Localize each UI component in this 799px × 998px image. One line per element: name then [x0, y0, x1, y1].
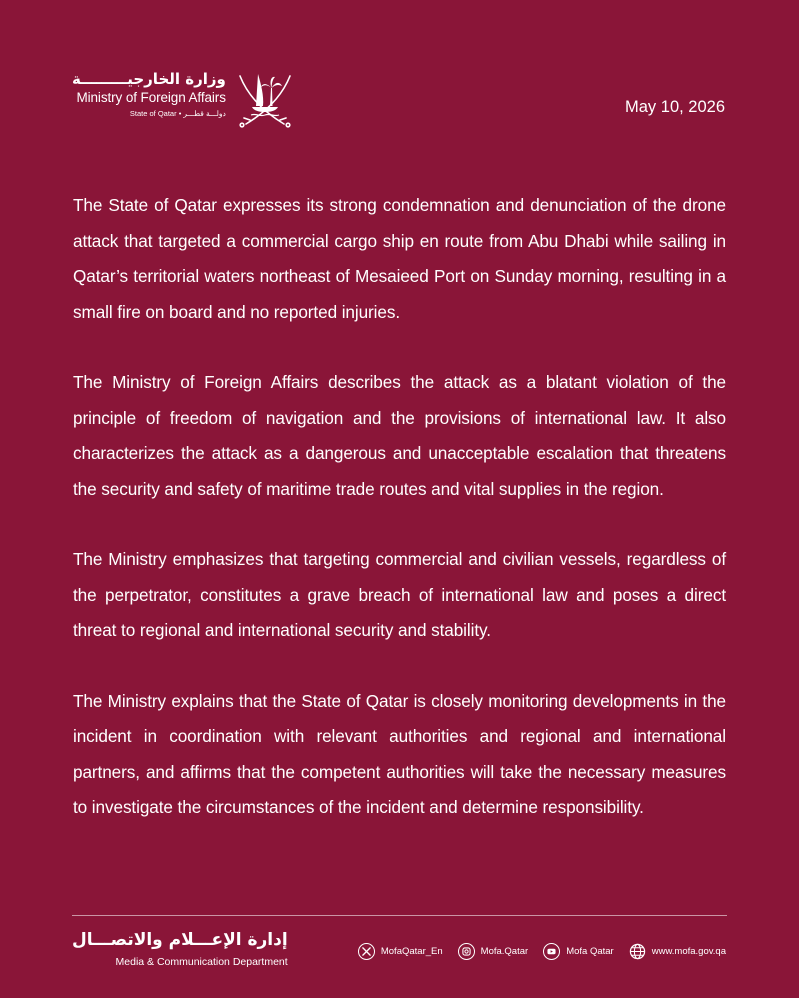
logo-subtitle: State of Qatar • دولـــة قطـــر: [129, 109, 226, 118]
logo-subtitle-english: State of Qatar: [129, 109, 177, 118]
statement-date: May 10, 2026: [625, 98, 725, 116]
statement-paragraph: The State of Qatar expresses its strong condemnation and denunciation of the drone attack that targeted a commercial cargo ship en route from Abu Dhabi while sailing in Qatar’s territorial waters northeast of Mesaieed Port on Sunday morning, resulting in a small fire on board and no reported injuries.: [73, 195, 726, 322]
header: [0, 0, 799, 140]
statement-paragraph: The Ministry emphasizes that targeting commercial and civilian vessels, regardless of the perpetrator, constitutes a grave breach of international law and poses a direct threat to regional and international security and stability.: [73, 549, 726, 640]
footer-divider: [72, 915, 727, 916]
statement-paragraph: The Ministry of Foreign Affairs describes the attack as a blatant violation of the principle of freedom of navigation and the provisions of international law. It also characterizes the attack as a dangerous and unacceptable escalation that threatens the security and safety of maritime trade routes and vital supplies in the region.: [73, 372, 726, 499]
ministry-logo: [72, 70, 296, 132]
social-label: www.mofa.gov.qa: [651, 946, 726, 957]
globe-icon: [629, 943, 646, 960]
social-label: Mofa Qatar: [566, 946, 614, 957]
department-logo: [72, 929, 288, 969]
statement-body: [73, 188, 726, 861]
logo-arabic-name: وزارة الخارجيـــــــــة: [72, 70, 226, 88]
social-link-instagram[interactable]: [458, 943, 529, 960]
logo-english-name: Ministry of Foreign Affairs: [76, 90, 226, 105]
social-label: Mofa.Qatar: [480, 946, 529, 957]
statement-paragraph: The Ministry explains that the State of Qatar is closely monitoring developments in the incident in coordination with relevant authorities and regional and international partners, and affirms that the competent authorities will take the necessary measures to investigate the circumstances of the incident and determine responsibility.: [73, 690, 726, 817]
youtube-icon: [543, 943, 560, 960]
social-label: MofaQatar_En: [380, 946, 443, 957]
department-english-name: Media & Communication Department: [115, 956, 288, 968]
social-link-website[interactable]: [629, 943, 726, 960]
logo-subtitle-arabic: دولـــة قطـــر: [183, 109, 226, 118]
social-link-x[interactable]: [358, 943, 443, 960]
instagram-icon: [458, 943, 475, 960]
social-links: [358, 943, 726, 960]
x-icon: [358, 943, 375, 960]
qatar-emblem-icon: [234, 66, 296, 132]
department-arabic-name: إدارة الإعـــلام والاتصـــال: [72, 930, 288, 950]
social-link-youtube[interactable]: [543, 943, 614, 960]
logo-text: [72, 70, 226, 119]
